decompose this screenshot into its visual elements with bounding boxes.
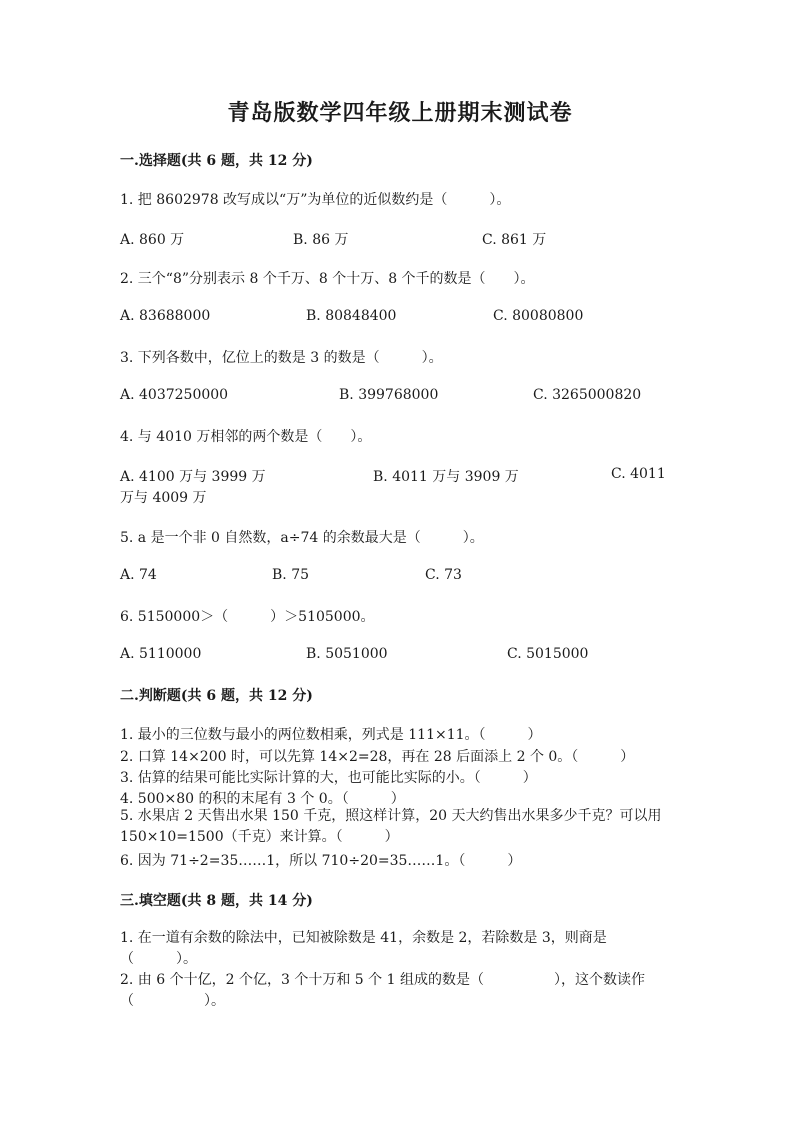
choice-5-option-a: A. 74 [120,567,157,583]
choice-4-option-c-continued: 万与 4009 万 [120,490,207,506]
choice-5-option-c: C. 73 [425,567,462,583]
choice-2-option-b: B. 80848400 [306,308,397,324]
judge-question-4: 4. 500×80 的积的末尾有 3 个 0。（ ） [120,791,405,807]
choice-question-3: 3. 下列各数中，亿位上的数是 3 的数是（ ）。 [120,350,443,366]
fill-question-2: 2. 由 6 个十亿，2 个亿，3 个十万和 5 个 1 组成的数是（ ），这个数读作（ ）。 [120,972,645,1009]
choice-question-6: 6. 5150000＞（ ）＞5105000。 [120,609,375,625]
section-heading-judge: 二.判断题(共 6 题，共 12 分) [120,688,313,704]
choice-6-option-a: A. 5110000 [120,646,202,662]
judge-question-6: 6. 因为 71÷2=35……1，所以 710÷20=35……1。（ ） [120,853,522,869]
choice-1-option-b: B. 86 万 [293,232,349,248]
choice-5-option-b: B. 75 [272,567,310,583]
choice-4-option-b: B. 4011 万与 3909 万 [373,469,519,485]
choice-question-2: 2. 三个“8”分别表示 8 个千万、8 个十万、8 个千的数是（ ）。 [120,271,535,287]
choice-4-option-a: A. 4100 万与 3999 万 [120,469,266,485]
choice-question-1: 1. 把 8602978 改写成以“万”为单位的近似数约是（ ）。 [120,192,511,208]
choice-6-option-c: C. 5015000 [507,646,589,662]
judge-question-5: 5. 水果店 2 天售出水果 150 千克，照这样计算，20 天大约售出水果多少千克？可以用 150×10=1500（千克）来计算。（ ） [120,808,662,845]
choice-6-option-b: B. 5051000 [306,646,388,662]
choice-3-option-c: C. 3265000820 [533,387,642,403]
choice-3-option-a: A. 4037250000 [120,387,229,403]
judge-question-1: 1. 最小的三位数与最小的两位数相乘，列式是 111×11。（ ） [120,727,542,743]
judge-question-3: 3. 估算的结果可能比实际计算的大，也可能比实际的小。（ ） [120,770,537,786]
choice-4-option-c: C. 4011 [611,466,666,482]
judge-question-2: 2. 口算 14×200 时，可以先算 14×2=28，再在 28 后面添上 2 个 0。（ ） [120,749,635,765]
choice-question-4: 4. 与 4010 万相邻的两个数是（ ）。 [120,429,372,445]
section-heading-fill: 三.填空题(共 8 题，共 14 分) [120,893,313,909]
choice-1-option-a: A. 860 万 [120,232,185,248]
choice-3-option-b: B. 399768000 [339,387,439,403]
fill-question-1: 1. 在一道有余数的除法中，已知被除数是 41，余数是 2，若除数是 3，则商是（ ）。 [120,930,607,967]
page-title: 青岛版数学四年级上册期末测试卷 [227,100,573,126]
section-heading-choice: 一.选择题(共 6 题，共 12 分) [120,153,313,169]
choice-question-5: 5. a 是一个非 0 自然数，a÷74 的余数最大是（ ）。 [120,530,484,546]
choice-2-option-c: C. 80080800 [493,308,584,324]
choice-1-option-c: C. 861 万 [482,232,547,248]
choice-2-option-a: A. 83688000 [120,308,211,324]
